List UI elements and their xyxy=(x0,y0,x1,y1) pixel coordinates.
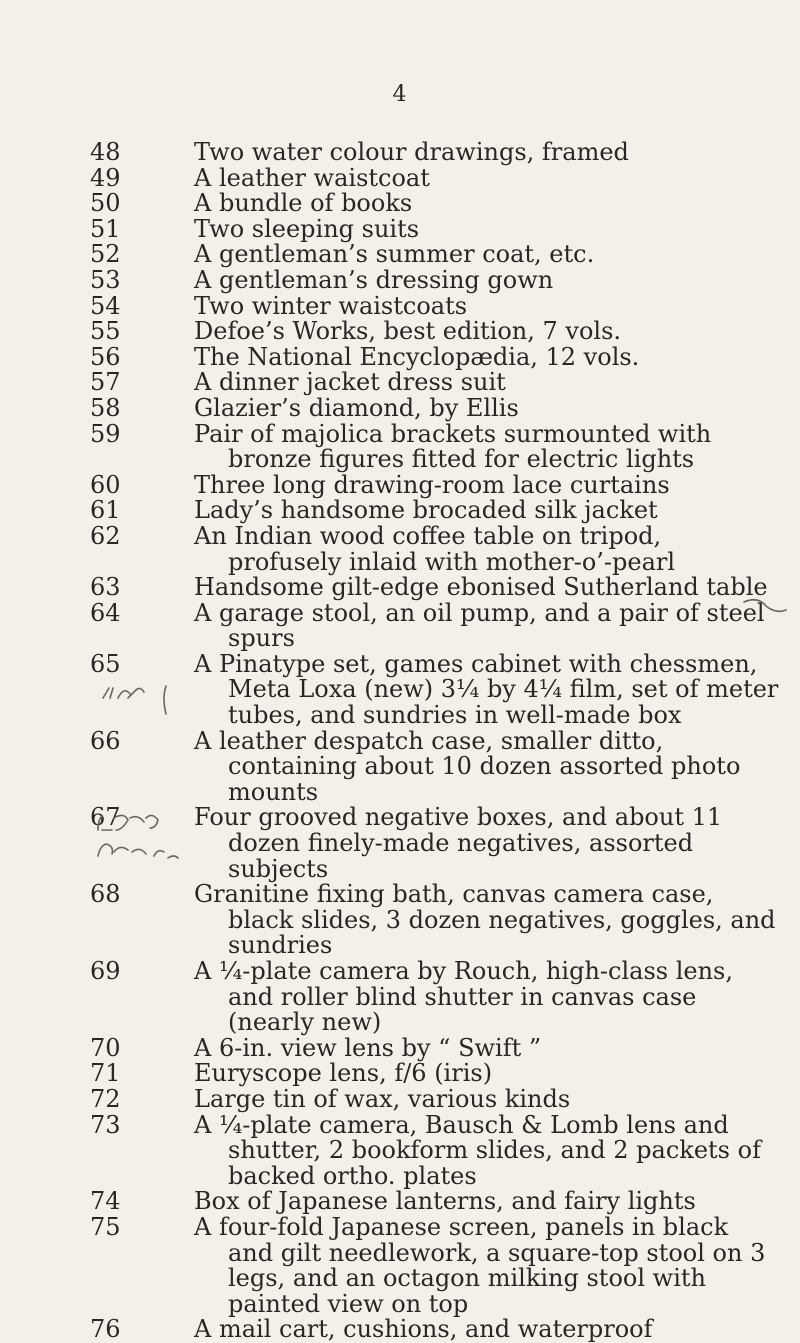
lot-description: A dinner jacket dress suit xyxy=(194,368,506,397)
lot-number: 62 xyxy=(90,521,121,550)
lot-description: A bundle of books xyxy=(194,189,413,218)
lot-item xyxy=(90,368,780,397)
lot-number: 51 xyxy=(90,214,121,243)
lot-description: A garage stool, an oil pump, and a pair of steel spurs xyxy=(194,598,765,653)
lot-list xyxy=(90,138,780,1343)
lot-description: A ¼-plate camera by Rouch, high-class lens, and roller blind shutter in canvas case (nearly new) xyxy=(194,957,733,1037)
lot-description: An Indian wood coffee table on tripod, profusely inlaid with mother-o’-pearl xyxy=(194,521,676,576)
lot-description: Three long drawing-room lace curtains xyxy=(194,470,670,499)
lot-number: 71 xyxy=(90,1059,121,1088)
lot-item xyxy=(90,265,780,294)
lot-item xyxy=(90,521,780,576)
lot-description: Box of Japanese lanterns, and fairy lights xyxy=(194,1187,696,1216)
lot-description: Pair of majolica brackets surmounted with bronze figures fitted for electric lights xyxy=(194,419,712,474)
lot-number: 68 xyxy=(90,880,121,909)
lot-description: Four grooved negative boxes, and about 11 dozen finely-made negatives, assorted subjects xyxy=(194,803,723,883)
lot-number: 48 xyxy=(90,138,121,166)
lot-item xyxy=(90,1315,780,1343)
lot-item xyxy=(90,649,780,730)
lot-item xyxy=(90,1110,780,1190)
lot-item xyxy=(90,138,780,166)
lot-item xyxy=(90,240,780,269)
lot-description: Two winter waistcoats xyxy=(194,291,468,320)
lot-number: 69 xyxy=(90,957,121,985)
lot-description: A leather waistcoat xyxy=(194,163,430,192)
lot-item xyxy=(90,1084,780,1113)
lot-number: 73 xyxy=(90,1110,121,1139)
lot-description: Two water colour drawings, framed xyxy=(194,138,629,166)
lot-item xyxy=(90,291,780,320)
lot-number: 56 xyxy=(90,342,121,371)
lot-item xyxy=(90,1033,780,1062)
lot-description: A gentleman’s summer coat, etc. xyxy=(194,240,595,269)
lot-number: 60 xyxy=(90,470,121,499)
lot-description: A ¼-plate camera, Bausch & Lomb lens and shutter, 2 bookform slides, and 2 packets of backed ortho. plates xyxy=(194,1110,761,1190)
lot-number: 57 xyxy=(90,368,121,397)
lot-number: 74 xyxy=(90,1187,121,1216)
lot-description: Handsome gilt-edge ebonised Sutherland table xyxy=(194,573,768,602)
lot-item xyxy=(90,1212,780,1318)
lot-item xyxy=(90,419,780,474)
lot-number: 65 xyxy=(90,649,121,678)
lot-item xyxy=(90,598,780,653)
lot-number: 72 xyxy=(90,1084,121,1113)
lot-item xyxy=(90,317,780,346)
lot-item xyxy=(90,726,780,806)
lot-description: A mail cart, cushions, and waterproof xyxy=(194,1315,653,1343)
lot-description: A four-fold Japanese screen, panels in black and gilt needlework, a square-top stool on 3 legs, and an octagon milking stool with painted view on top xyxy=(194,1212,766,1318)
lot-number: 59 xyxy=(90,419,121,448)
lot-item xyxy=(90,163,780,192)
lot-item xyxy=(90,342,780,371)
page-number: 4 xyxy=(392,82,408,107)
lot-description: Euryscope lens, f/6 (iris) xyxy=(194,1059,493,1088)
lot-number: 70 xyxy=(90,1033,121,1062)
lot-description: Lady’s handsome brocaded silk jacket xyxy=(194,496,658,525)
lot-description: Two sleeping suits xyxy=(194,214,420,243)
lot-number: 64 xyxy=(90,598,121,627)
lot-description: A 6-in. view lens by “ Swift ” xyxy=(194,1033,542,1062)
lot-description: Granitine fixing bath, canvas camera case, black slides, 3 dozen negatives, goggles, and sundries xyxy=(194,880,776,960)
pencil-scribble-67 xyxy=(103,688,144,698)
lot-item xyxy=(90,496,780,525)
lot-item xyxy=(90,1059,780,1088)
lot-item xyxy=(90,880,780,960)
lot-number: 49 xyxy=(90,163,121,192)
lot-number: 58 xyxy=(90,393,121,422)
lot-description: Defoe’s Works, best edition, 7 vols. xyxy=(194,317,622,346)
lot-item xyxy=(90,573,780,602)
lot-item xyxy=(90,393,780,422)
lot-item xyxy=(90,803,780,883)
lot-number: 61 xyxy=(90,496,121,525)
lot-number: 52 xyxy=(90,240,121,269)
lot-item xyxy=(90,214,780,243)
lot-number: 54 xyxy=(90,291,121,320)
lot-number: 66 xyxy=(90,726,121,755)
lot-description: Large tin of wax, various kinds xyxy=(194,1084,571,1113)
lot-number: 53 xyxy=(90,265,121,294)
lot-description: Glazier’s diamond, by Ellis xyxy=(194,393,519,422)
lot-number: 55 xyxy=(90,317,121,346)
lot-description: The National Encyclopædia, 12 vols. xyxy=(194,342,640,371)
lot-number: 50 xyxy=(90,189,121,218)
lot-number: 76 xyxy=(90,1315,121,1343)
lot-item xyxy=(90,189,780,218)
lot-description: A leather despatch case, smaller ditto, containing about 10 dozen assorted photo mounts xyxy=(194,726,741,806)
lot-number: 75 xyxy=(90,1212,121,1241)
lot-number: 63 xyxy=(90,573,121,602)
lot-item xyxy=(90,957,780,1037)
lot-number: 67 xyxy=(90,803,121,832)
lot-item xyxy=(90,1187,780,1216)
lot-description: A gentleman’s dressing gown xyxy=(194,265,554,294)
lot-description: A Pinatype set, games cabinet with chessmen, Meta Loxa (new) 3¼ by 4¼ film, set of meter tubes, and sundries in well-made box xyxy=(194,649,779,730)
lot-item xyxy=(90,470,780,499)
